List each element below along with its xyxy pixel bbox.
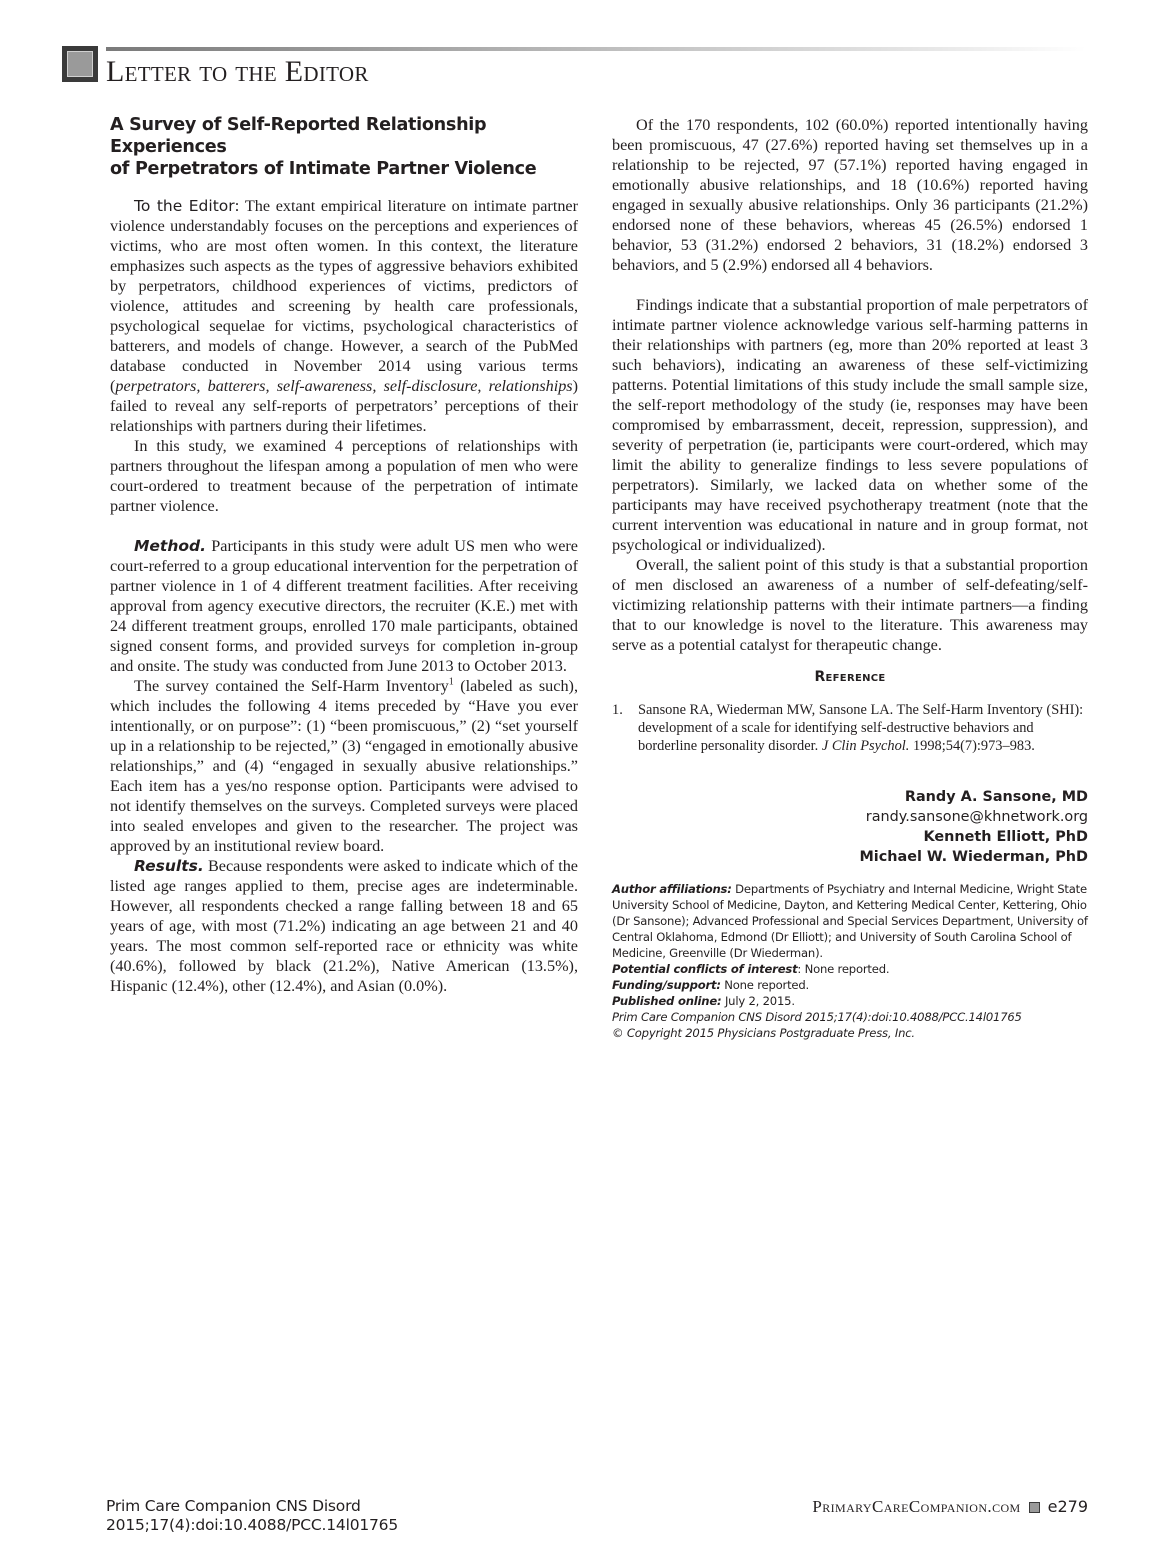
author-block: [612, 787, 1088, 867]
published-online: [612, 993, 1088, 1009]
square-bullet-icon: [1029, 1502, 1040, 1513]
article-title: [110, 114, 578, 180]
section-marker-icon: [62, 46, 98, 82]
reference-number: 1.: [612, 702, 623, 718]
findings-paragraph: Findings indicate that a substantial proportion of male perpetrators of intimate partner violence acknowledge various self-harming patterns in their relationships with partners (eg, more than 20% reported at least 3 such behaviors), indicating an awareness of these self-victimizing patterns. Potential limitations of this study include the small sample size, the self-report methodology of the study (ie, responses may have been compromised by embarrassment, deceit, repression, suppression), and severity of perpetration (ie, participants were court-ordered, which may limit the ability to generalize findings to less severe populations of perpetrators). Similarly, we lacked data on whether some of the participants may have received psychotherapy treatment (note that the current intervention was educational in nature and in group format, not psychological or individualized).: [612, 296, 1088, 554]
funding-text: None reported.: [720, 978, 810, 992]
reference-journal: J Clin Psychol.: [821, 738, 910, 754]
results-paragraph: [110, 856, 578, 996]
affiliations-text: Departments of Psychiatry and Internal Medicine, Wright State University School of Medicine, Dayton, and Kettering Medical Center, Kettering, Ohio (Dr Sansone); Advanced Professional and Special Services Department, University of Central Oklahoma, Edmond (Dr Elliott); and University of South Carolina School of Medicine, Greenville (Dr Wiederman).: [612, 882, 1088, 960]
title-line-2: of Perpetrators of Intimate Partner Violence: [110, 159, 537, 179]
search-terms: perpetrators, batterers, self-awareness, self-disclosure, relationships: [115, 377, 573, 395]
left-column: [110, 114, 578, 996]
published-label: Published online:: [612, 994, 722, 1008]
affiliations-label: Author affiliations:: [612, 882, 732, 896]
footer-right: [812, 1497, 1088, 1517]
method-paragraph-2: [110, 676, 578, 856]
conflicts-text: : None reported.: [797, 962, 890, 976]
published-text: July 2, 2015.: [721, 994, 795, 1008]
author-affiliations: [612, 881, 1088, 961]
copyright-line: © Copyright 2015 Physicians Postgraduate Press, Inc.: [612, 1026, 915, 1040]
footer-journal-line-2: 2015;17(4):doi:10.4088/PCC.14l01765: [106, 1516, 398, 1534]
footer-journal-citation: [106, 1497, 398, 1535]
results-paragraph-2: Of the 170 respondents, 102 (60.0%) reported intentionally having been promiscuous, 47 (27.6%) reported having set themselves up in a relationship to be rejected, 97 (57.1%) reported having engaged in emotionally abusive relationships, and 18 (10.6%) reported having engaged in sexually abusive relationships. Only 36 participants (21.2%) endorsed none of these behaviors, whereas 45 (26.5%) endorsed 1 behavior, 53 (31.2%) endorsed 2 behaviors, 31 (18.2%) endorsed 3 behaviors, and 5 (2.9%) endorsed all 4 behaviors.: [612, 116, 1088, 274]
method2-text-b: (labeled as such), which includes the following 4 items preceded by “Have you ever intentionally, or on purpose”: (1) “been promiscuous,” (2) “set yourself up in a relationship to be rejected,” (3) “engaged in emotionally abusive relationships,” and (4) “engaged in sexually abusive relationships.” Each item has a yes/no response option. Participants were advised to not identify themselves on the surveys. Completed surveys were placed into sealed envelopes and given to the researcher. The project was approved by an institutional review board.: [110, 677, 578, 855]
author-name-3: Michael W. Wiederman, PhD: [859, 849, 1088, 865]
reference-heading: Reference: [814, 669, 886, 685]
reference-item: [612, 701, 1088, 755]
reference-text-b: 1998;54(7):973–983.: [909, 738, 1035, 754]
right-column: [612, 115, 1088, 1041]
footer-journal-line-1: Prim Care Companion CNS Disord: [106, 1497, 361, 1515]
intro-paragraph: [110, 196, 578, 436]
author-name-1: Randy A. Sansone, MD: [904, 789, 1088, 805]
results-lead: Results.: [134, 857, 204, 875]
funding-label: Funding/support:: [612, 978, 721, 992]
intro-paragraph-2: In this study, we examined 4 perceptions of relationships with partners throughout the lifespan among a population of men who were court-ordered to treatment because of the perpetration of intimate partner violence.: [110, 437, 578, 515]
funding-support: [612, 977, 1088, 993]
author-name-2: Kenneth Elliott, PhD: [923, 829, 1088, 845]
affiliations-block: [612, 881, 1088, 1041]
reference-text: [638, 701, 1088, 755]
intro-text-a: The extant empirical literature on intimate partner violence understandably focuses on the perceptions and experiences of victims, who are most often women. In this context, the literature emphasizes such aspects as the types of aggressive behaviors exhibited by perpetrators, childhood experiences of victims, predictors of violence, attitudes and screening by health care professionals, psychological sequelae for victims, psychological characteristics of batterers, and models of change. However, a search of the PubMed database conducted in November 2014 using various terms (: [110, 197, 578, 395]
section-title: Letter to the Editor: [106, 55, 369, 88]
results-text: Because respondents were asked to indicate which of the listed age ranges applied to them, precise ages are indeterminable. However, all respondents checked a range falling between 18 and 65 years of age, with most (71.2%) indicating an age between 21 and 40 years. The most common self-reported race or ethnicity was white (40.6%), followed by black (21.2%), Native American (13.5%), Hispanic (12.4%), other (12.4%), and Asian (0.0%).: [110, 857, 578, 995]
reference-text-a: Sansone RA, Wiederman MW, Sansone LA. The Self-Harm Inventory (SHI): development of a scale for identifying self-destructive behaviors and borderline personality disorder.: [638, 702, 1084, 754]
method-lead: Method.: [134, 537, 207, 555]
page-number: e279: [1047, 1497, 1088, 1516]
conflicts-of-interest: [612, 961, 1088, 977]
footer-site-link[interactable]: PrimaryCareCompanion.com: [812, 1497, 1021, 1516]
author-email-link[interactable]: randy.sansone@khnetwork.org: [865, 809, 1088, 825]
reference-citation-link[interactable]: 1: [448, 676, 454, 688]
conflicts-label: Potential conflicts of interest: [612, 962, 798, 976]
intro-lead: To the Editor:: [134, 197, 240, 215]
citation-line: Prim Care Companion CNS Disord 2015;17(4):doi:10.4088/PCC.14l01765: [612, 1010, 1022, 1024]
header-rule: [106, 47, 1086, 51]
method-text: Participants in this study were adult US men who were court-referred to a group educational intervention for the perpetration of partner violence in 1 of 4 different treatment facilities. After receiving approval from agency executive directors, the recruiter (K.E.) met with 24 different treatment groups, enrolled 170 male participants, obtained signed consent forms, and provided surveys for completion in-group and onsite. The study was conducted from June 2013 to October 2013.: [110, 537, 578, 675]
method2-text-a: The survey contained the Self-Harm Inventory: [134, 677, 449, 695]
overall-paragraph: Overall, the salient point of this study is that a substantial proportion of men disclosed an awareness of a number of self-defeating/self-victimizing relationship patterns with their intimate partners—a finding that to our knowledge is novel to the literature. This awareness may serve as a potential catalyst for therapeutic change.: [612, 556, 1088, 654]
title-line-1: A Survey of Self-Reported Relationship Experiences: [110, 115, 487, 157]
method-paragraph: [110, 536, 578, 676]
intro-text-b: ) failed to reveal any self-reports of perpetrators’ perceptions of their relationships with partners during their lifetimes.: [110, 377, 578, 435]
